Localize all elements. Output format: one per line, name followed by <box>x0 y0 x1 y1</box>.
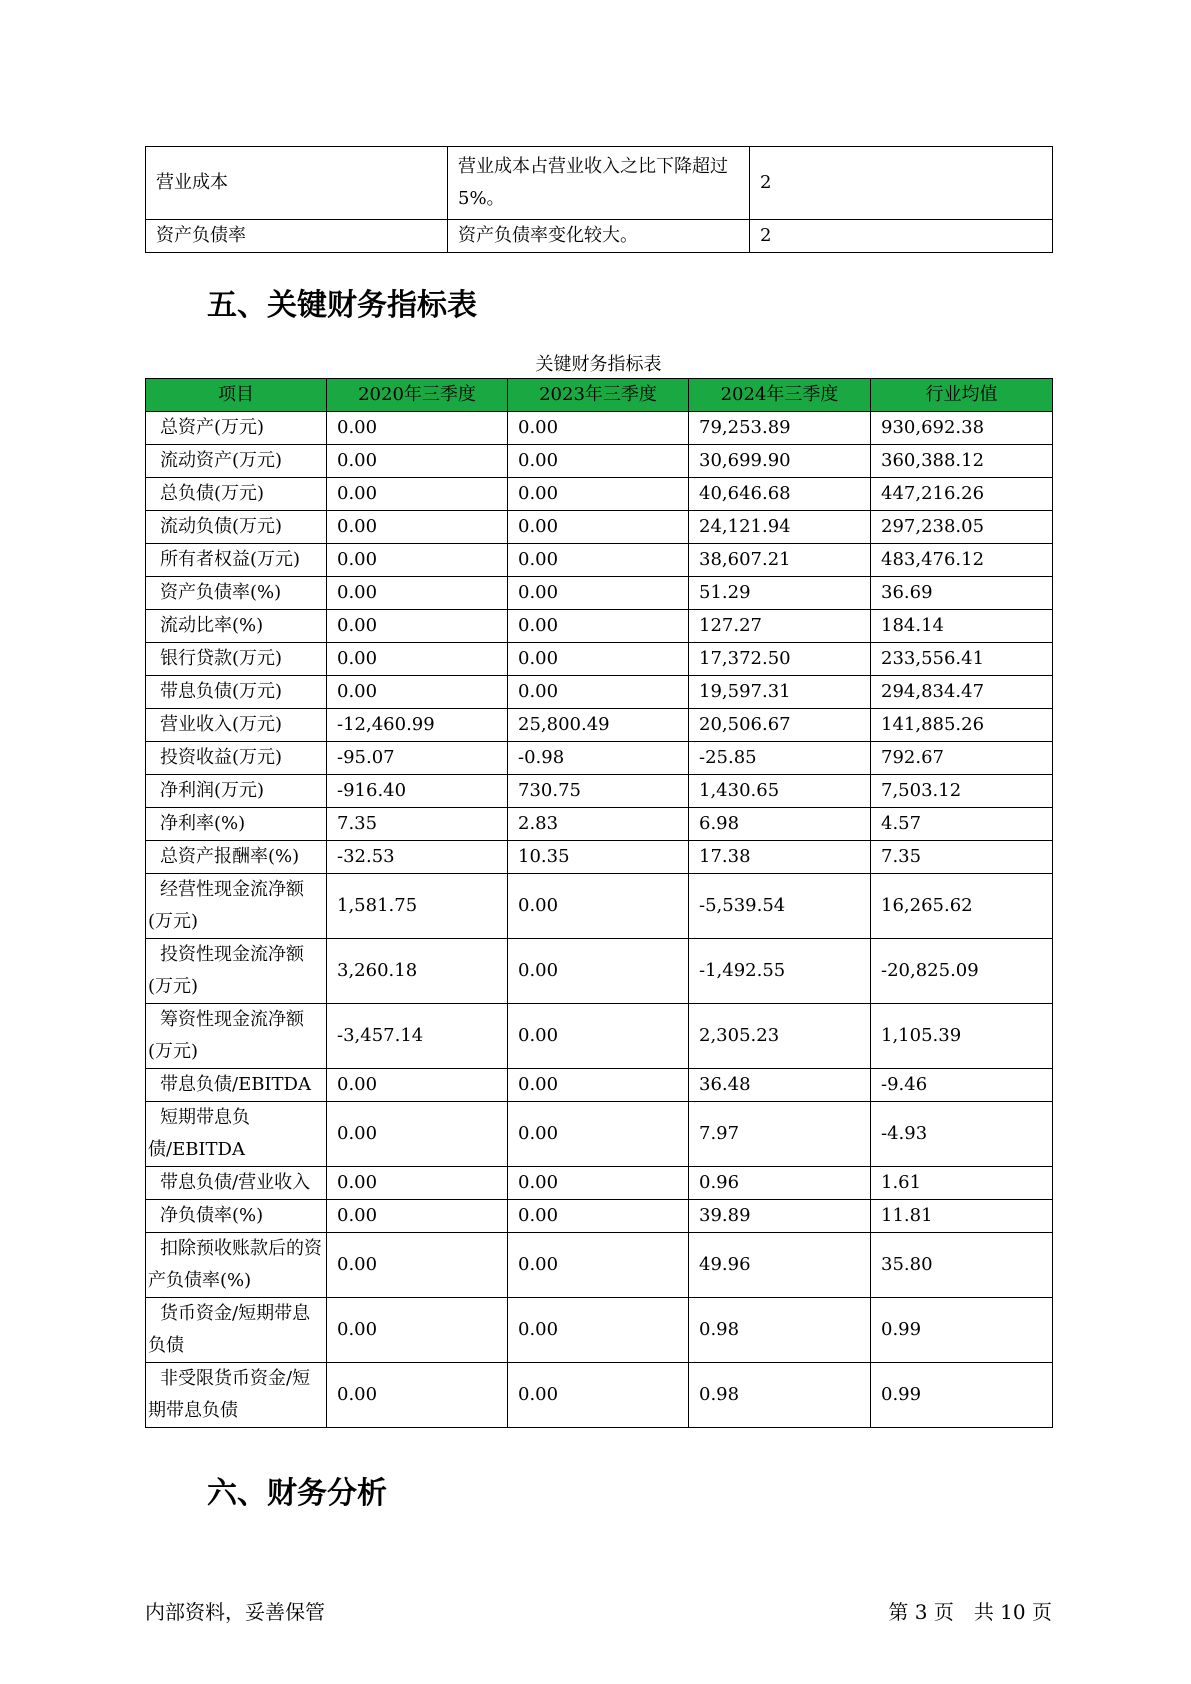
indicator-value: 17.38 <box>689 841 871 874</box>
indicator-label: 所有者权益(万元) <box>146 544 327 577</box>
indicator-value: 0.96 <box>689 1167 871 1200</box>
indicator-value: 24,121.94 <box>689 511 871 544</box>
indicator-value: 0.00 <box>508 643 689 676</box>
indicator-value: 930,692.38 <box>871 412 1053 445</box>
indicator-label: 资产负债率(%) <box>146 577 327 610</box>
indicator-value: 0.99 <box>871 1363 1053 1428</box>
table-row <box>146 676 1053 709</box>
indicator-value: 0.00 <box>508 1200 689 1233</box>
indicator-value: 51.29 <box>689 577 871 610</box>
indicator-value: -32.53 <box>327 841 508 874</box>
indicator-value: 7,503.12 <box>871 775 1053 808</box>
section-heading: 六、财务分析 <box>207 1476 387 1511</box>
table-row <box>146 478 1053 511</box>
indicator-value: 0.00 <box>508 445 689 478</box>
indicator-value: 36.69 <box>871 577 1053 610</box>
score-cell: 2 <box>750 220 1053 253</box>
table-row <box>146 742 1053 775</box>
indicator-value: 1.61 <box>871 1167 1053 1200</box>
indicator-value: 0.98 <box>689 1363 871 1428</box>
indicator-value: 0.00 <box>327 1069 508 1102</box>
indicator-value: 447,216.26 <box>871 478 1053 511</box>
indicator-label: 净利率(%) <box>146 808 327 841</box>
indicator-value: -95.07 <box>327 742 508 775</box>
indicator-value: 184.14 <box>871 610 1053 643</box>
indicator-label: 经营性现金流净额(万元) <box>146 874 327 939</box>
column-header: 项目 <box>146 379 327 412</box>
table-row <box>146 808 1053 841</box>
table-row <box>146 709 1053 742</box>
table-row <box>146 1004 1053 1069</box>
indicator-value: 25,800.49 <box>508 709 689 742</box>
indicator-label: 净负债率(%) <box>146 1200 327 1233</box>
table-row <box>146 610 1053 643</box>
indicator-value: 7.35 <box>327 808 508 841</box>
indicator-value: -1,492.55 <box>689 939 871 1004</box>
indicator-value: 0.00 <box>508 676 689 709</box>
indicator-value: 0.00 <box>327 412 508 445</box>
indicator-value: 0.00 <box>327 643 508 676</box>
indicator-value: -0.98 <box>508 742 689 775</box>
key-financial-indicators-table <box>145 378 1053 1428</box>
indicator-label: 总资产(万元) <box>146 412 327 445</box>
table-row <box>146 1069 1053 1102</box>
indicator-value: 7.97 <box>689 1102 871 1167</box>
indicator-label: 扣除预收账款后的资产负债率(%) <box>146 1233 327 1298</box>
indicator-label: 流动资产(万元) <box>146 445 327 478</box>
indicator-label: 短期带息负债/EBITDA <box>146 1102 327 1167</box>
indicator-value: 17,372.50 <box>689 643 871 676</box>
indicator-value: 49.96 <box>689 1233 871 1298</box>
indicator-value: 38,607.21 <box>689 544 871 577</box>
indicator-value: -9.46 <box>871 1069 1053 1102</box>
table-row <box>146 1167 1053 1200</box>
table-row <box>146 445 1053 478</box>
indicator-value: 141,885.26 <box>871 709 1053 742</box>
indicator-value: 0.00 <box>508 1363 689 1428</box>
indicator-value: 11.81 <box>871 1200 1053 1233</box>
indicator-value: 0.00 <box>508 610 689 643</box>
indicator-value: 35.80 <box>871 1233 1053 1298</box>
indicator-label: 银行贷款(万元) <box>146 643 327 676</box>
indicator-label: 流动比率(%) <box>146 610 327 643</box>
indicator-value: 79,253.89 <box>689 412 871 445</box>
footer-confidential-note: 内部资料，妥善保管 <box>145 1600 325 1624</box>
indicator-value: 1,581.75 <box>327 874 508 939</box>
indicator-label: 带息负债/EBITDA <box>146 1069 327 1102</box>
indicator-value: 20,506.67 <box>689 709 871 742</box>
table-row <box>146 1102 1053 1167</box>
table-row <box>146 412 1053 445</box>
indicator-label: 总负债(万元) <box>146 478 327 511</box>
indicator-value: 233,556.41 <box>871 643 1053 676</box>
indicator-label: 货币资金/短期带息负债 <box>146 1298 327 1363</box>
indicator-value: 0.00 <box>508 511 689 544</box>
indicator-value: 19,597.31 <box>689 676 871 709</box>
indicator-label: 营业收入(万元) <box>146 709 327 742</box>
score-cell: 2 <box>750 147 1053 220</box>
footer-page-number: 第 3 页 共 10 页 <box>888 1600 1052 1624</box>
indicator-value: 30,699.90 <box>689 445 871 478</box>
risk-items-table <box>145 146 1053 253</box>
table-row <box>146 775 1053 808</box>
indicator-value: 0.00 <box>508 577 689 610</box>
indicator-value: -5,539.54 <box>689 874 871 939</box>
indicator-value: 792.67 <box>871 742 1053 775</box>
indicator-label: 非受限货币资金/短期带息负债 <box>146 1363 327 1428</box>
indicator-value: 0.00 <box>508 1004 689 1069</box>
indicator-label: 投资性现金流净额(万元) <box>146 939 327 1004</box>
indicator-value: 0.00 <box>327 676 508 709</box>
table-row <box>146 577 1053 610</box>
table-row <box>146 544 1053 577</box>
column-header: 2024年三季度 <box>689 379 871 412</box>
indicator-label: 筹资性现金流净额(万元) <box>146 1004 327 1069</box>
indicator-value: 0.00 <box>327 445 508 478</box>
indicator-value: 0.00 <box>327 1102 508 1167</box>
indicator-value: -20,825.09 <box>871 939 1053 1004</box>
indicator-value: 0.00 <box>508 874 689 939</box>
indicator-value: -3,457.14 <box>327 1004 508 1069</box>
table-row <box>146 1298 1053 1363</box>
indicator-value: 0.00 <box>508 412 689 445</box>
indicator-value: 297,238.05 <box>871 511 1053 544</box>
indicator-value: 0.00 <box>327 478 508 511</box>
indicator-value: 6.98 <box>689 808 871 841</box>
indicator-value: -12,460.99 <box>327 709 508 742</box>
indicator-label: 带息负债(万元) <box>146 676 327 709</box>
indicator-label: 净利润(万元) <box>146 775 327 808</box>
indicator-label: 投资收益(万元) <box>146 742 327 775</box>
indicator-value: 7.35 <box>871 841 1053 874</box>
table-header-row <box>146 379 1053 412</box>
indicator-value: 2.83 <box>508 808 689 841</box>
indicator-value: 16,265.62 <box>871 874 1053 939</box>
item-cell: 资产负债率 <box>146 220 448 253</box>
indicator-value: 0.00 <box>508 1298 689 1363</box>
column-header: 2020年三季度 <box>327 379 508 412</box>
indicator-value: 0.00 <box>327 511 508 544</box>
indicator-value: 40,646.68 <box>689 478 871 511</box>
indicator-value: -916.40 <box>327 775 508 808</box>
indicator-value: 0.00 <box>327 544 508 577</box>
indicator-value: 0.00 <box>508 939 689 1004</box>
indicator-value: 39.89 <box>689 1200 871 1233</box>
indicator-value: 0.00 <box>327 610 508 643</box>
indicator-value: 483,476.12 <box>871 544 1053 577</box>
desc-cell: 资产负债率变化较大。 <box>448 220 750 253</box>
indicator-value: 10.35 <box>508 841 689 874</box>
indicator-value: 0.00 <box>508 1102 689 1167</box>
section-heading: 五、关键财务指标表 <box>207 288 477 323</box>
table-row <box>146 939 1053 1004</box>
desc-cell: 营业成本占营业收入之比下降超过5%。 <box>448 147 750 220</box>
indicator-label: 总资产报酬率(%) <box>146 841 327 874</box>
table-row <box>146 220 1053 253</box>
indicator-value: 0.00 <box>508 1069 689 1102</box>
indicator-value: 1,430.65 <box>689 775 871 808</box>
indicator-value: 127.27 <box>689 610 871 643</box>
indicator-value: -25.85 <box>689 742 871 775</box>
indicator-value: 0.00 <box>327 1200 508 1233</box>
indicator-value: 36.48 <box>689 1069 871 1102</box>
indicator-label: 流动负债(万元) <box>146 511 327 544</box>
indicator-value: 0.99 <box>871 1298 1053 1363</box>
table-caption: 关键财务指标表 <box>535 354 662 375</box>
column-header: 2023年三季度 <box>508 379 689 412</box>
indicator-value: 0.00 <box>327 1167 508 1200</box>
indicator-value: 0.00 <box>508 1167 689 1200</box>
indicator-value: 1,105.39 <box>871 1004 1053 1069</box>
table-row <box>146 511 1053 544</box>
indicator-label: 带息负债/营业收入 <box>146 1167 327 1200</box>
table-row <box>146 1363 1053 1428</box>
indicator-value: 294,834.47 <box>871 676 1053 709</box>
table-row <box>146 874 1053 939</box>
indicator-value: 0.00 <box>508 478 689 511</box>
item-cell: 营业成本 <box>146 147 448 220</box>
indicator-value: 0.00 <box>508 544 689 577</box>
indicator-value: 0.00 <box>327 1298 508 1363</box>
indicator-value: 0.00 <box>508 1233 689 1298</box>
indicator-value: 0.00 <box>327 577 508 610</box>
indicator-value: 0.00 <box>327 1233 508 1298</box>
indicator-value: 2,305.23 <box>689 1004 871 1069</box>
indicator-value: -4.93 <box>871 1102 1053 1167</box>
indicator-value: 730.75 <box>508 775 689 808</box>
table-row <box>146 841 1053 874</box>
indicator-value: 0.00 <box>327 1363 508 1428</box>
indicator-value: 360,388.12 <box>871 445 1053 478</box>
indicator-value: 0.98 <box>689 1298 871 1363</box>
table-row <box>146 1200 1053 1233</box>
table-row <box>146 147 1053 220</box>
indicator-value: 3,260.18 <box>327 939 508 1004</box>
column-header: 行业均值 <box>871 379 1053 412</box>
table-row <box>146 643 1053 676</box>
table-row <box>146 1233 1053 1298</box>
indicator-value: 4.57 <box>871 808 1053 841</box>
